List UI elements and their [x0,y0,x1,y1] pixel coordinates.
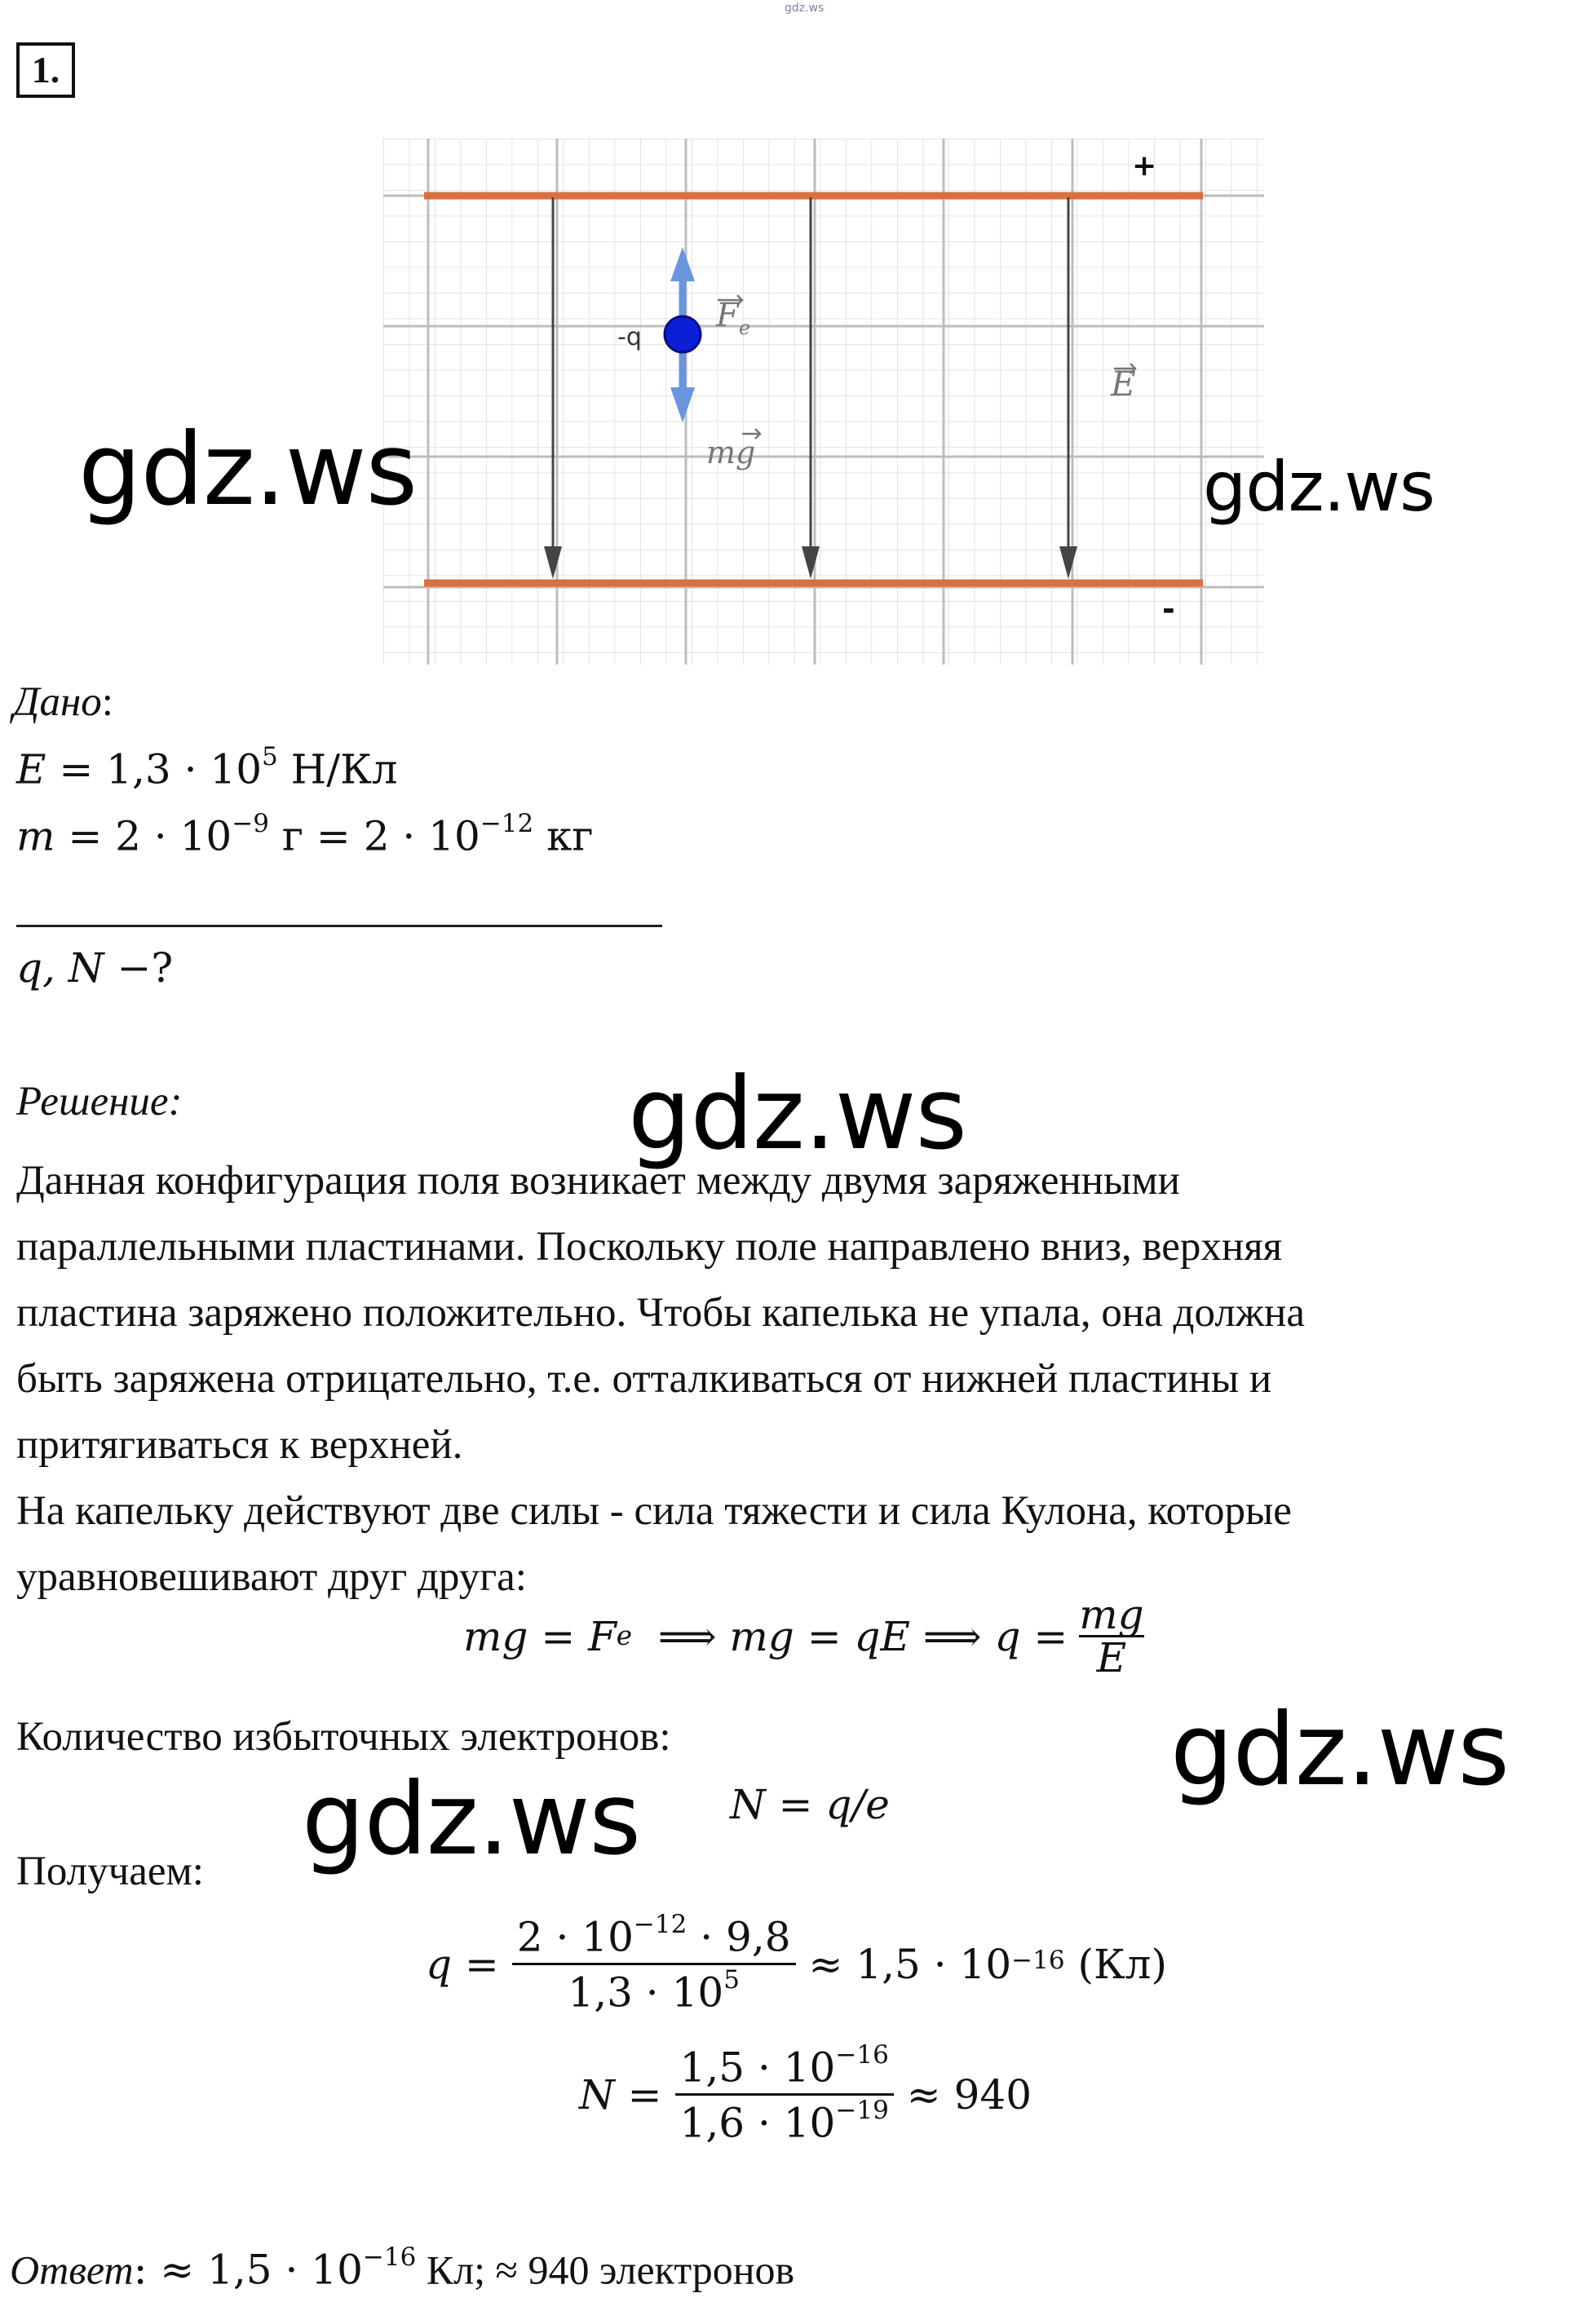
eq3-den-exp: 5 [723,1965,740,1995]
capacitor-figure [383,139,1264,665]
force-label-main: F [716,297,739,334]
eq3-rhs-exp: −16 [1011,1946,1065,1976]
eq3-fraction [512,1910,796,2017]
equation-balance [463,1591,1144,1681]
given-m-symbol: m [16,812,55,860]
given-e-value: = 1,3 · 10 [46,745,263,793]
para1-line: пластина заряжено положительно. Чтобы капелька не упала, она должна [16,1290,1305,1336]
eq1-sub: e [616,1620,633,1652]
equation-number [579,2040,1032,2147]
eq3-numerator [512,1910,796,1963]
gravity-label-text: mg [706,435,756,471]
eq1-fraction [1079,1591,1144,1681]
find-line [16,944,174,992]
find-symbols: q, N [16,944,104,992]
given-m-value-a: = 2 · 10 [55,812,232,860]
problem-number-label: 1. [31,49,60,91]
field-label-text: E [1111,364,1136,404]
obtain-text: Получаем: [16,1849,204,1894]
eq4-numerator [675,2040,894,2093]
problem-number [16,42,75,98]
answer-tail: Кл; ≈ 940 электронов [416,2247,795,2293]
given-heading-text: Дано [13,679,102,725]
eq3-num-exp: −12 [633,1910,687,1940]
find-tail: −? [104,944,174,992]
para1-line: Данная конфигурация поля возникает между двумя заряженными [16,1158,1180,1204]
given-line-e [16,742,398,793]
eq3-num-b: · 9,8 [687,1913,791,1961]
para2-line: уравновешивают друг друга: [16,1554,527,1600]
eq3-num-a: 2 · 10 [516,1913,634,1961]
given-m-exp-b: −12 [480,809,534,839]
given-heading: Дано: [13,679,113,725]
top-watermark: gdz.ws [785,2,825,15]
eq4-fraction [675,2040,894,2147]
eq1-numerator: mg [1079,1591,1144,1638]
eq4-num-exp: −16 [835,2040,889,2070]
eq1-denominator: E [1096,1634,1127,1681]
para1-line: притягиваться к верхней. [16,1422,463,1468]
given-line-m [16,809,594,860]
charge-label: -q [617,323,642,351]
answer-label: Ответ [10,2247,134,2293]
eq4-lhs: N = [579,2071,662,2119]
given-m-value-b: г = 2 · 10 [268,812,480,860]
answer-exp: −16 [362,2242,417,2273]
eq3-rhs: ≈ 1,5 · 10 [808,1941,1012,1989]
eq4-denominator [679,2096,889,2147]
minus-label: - [1162,591,1175,627]
eq3-denominator [568,1965,740,2017]
given-divider [16,925,662,927]
gravity-label [706,429,760,471]
eq4-den-a: 1,6 · 10 [679,2099,836,2147]
eq1-left: mg = F [463,1612,617,1660]
electrons-text: Количество избыточных электронов: [16,1714,671,1760]
eq4-den-exp: −19 [835,2096,889,2126]
para1-line: параллельными пластинами. Поскольку поле направлено вниз, верхняя [16,1224,1283,1270]
eq3-unit: (Кл) [1064,1941,1167,1989]
charge-droplet [665,316,701,352]
equation-charge [426,1910,1167,2017]
watermark: gdz.ws [1170,1692,1510,1808]
solution-heading: Решение: [16,1079,183,1124]
equation-electrons: N = q/e [730,1781,890,1828]
watermark: gdz.ws [1203,447,1435,527]
eq4-num-a: 1,5 · 10 [679,2044,836,2092]
para2-line: На капельку действуют две силы - сила тяжести и сила Кулона, которые [16,1488,1292,1534]
eq1-mid: ⟹ mg = qE ⟹ q = [632,1612,1068,1660]
watermark: gdz.ws [302,1761,641,1877]
plus-label: + [1132,149,1157,183]
answer-line [10,2242,795,2294]
eq3-lhs: q = [426,1941,499,1989]
solution-paragraph-1 [16,1148,1305,1611]
given-e-unit: Н/Кл [277,745,398,793]
para1-line: быть заряжена отрицательно, т.е. отталкиваться от нижней пластины и [16,1356,1272,1402]
given-m-unit: кг [533,812,594,860]
watermark: gdz.ws [78,412,418,528]
answer-value: : ≈ 1,5 · 10 [133,2246,363,2294]
eq3-den-a: 1,3 · 10 [568,1968,724,2017]
field-label [1110,364,1136,404]
eq4-rhs: ≈ 940 [906,2071,1032,2119]
given-e-exp: 5 [262,742,278,772]
force-label-sub: e [739,316,751,339]
watermark: gdz.ws [628,1056,967,1172]
given-e-symbol: E [16,745,46,793]
given-m-exp-a: −9 [232,809,269,839]
